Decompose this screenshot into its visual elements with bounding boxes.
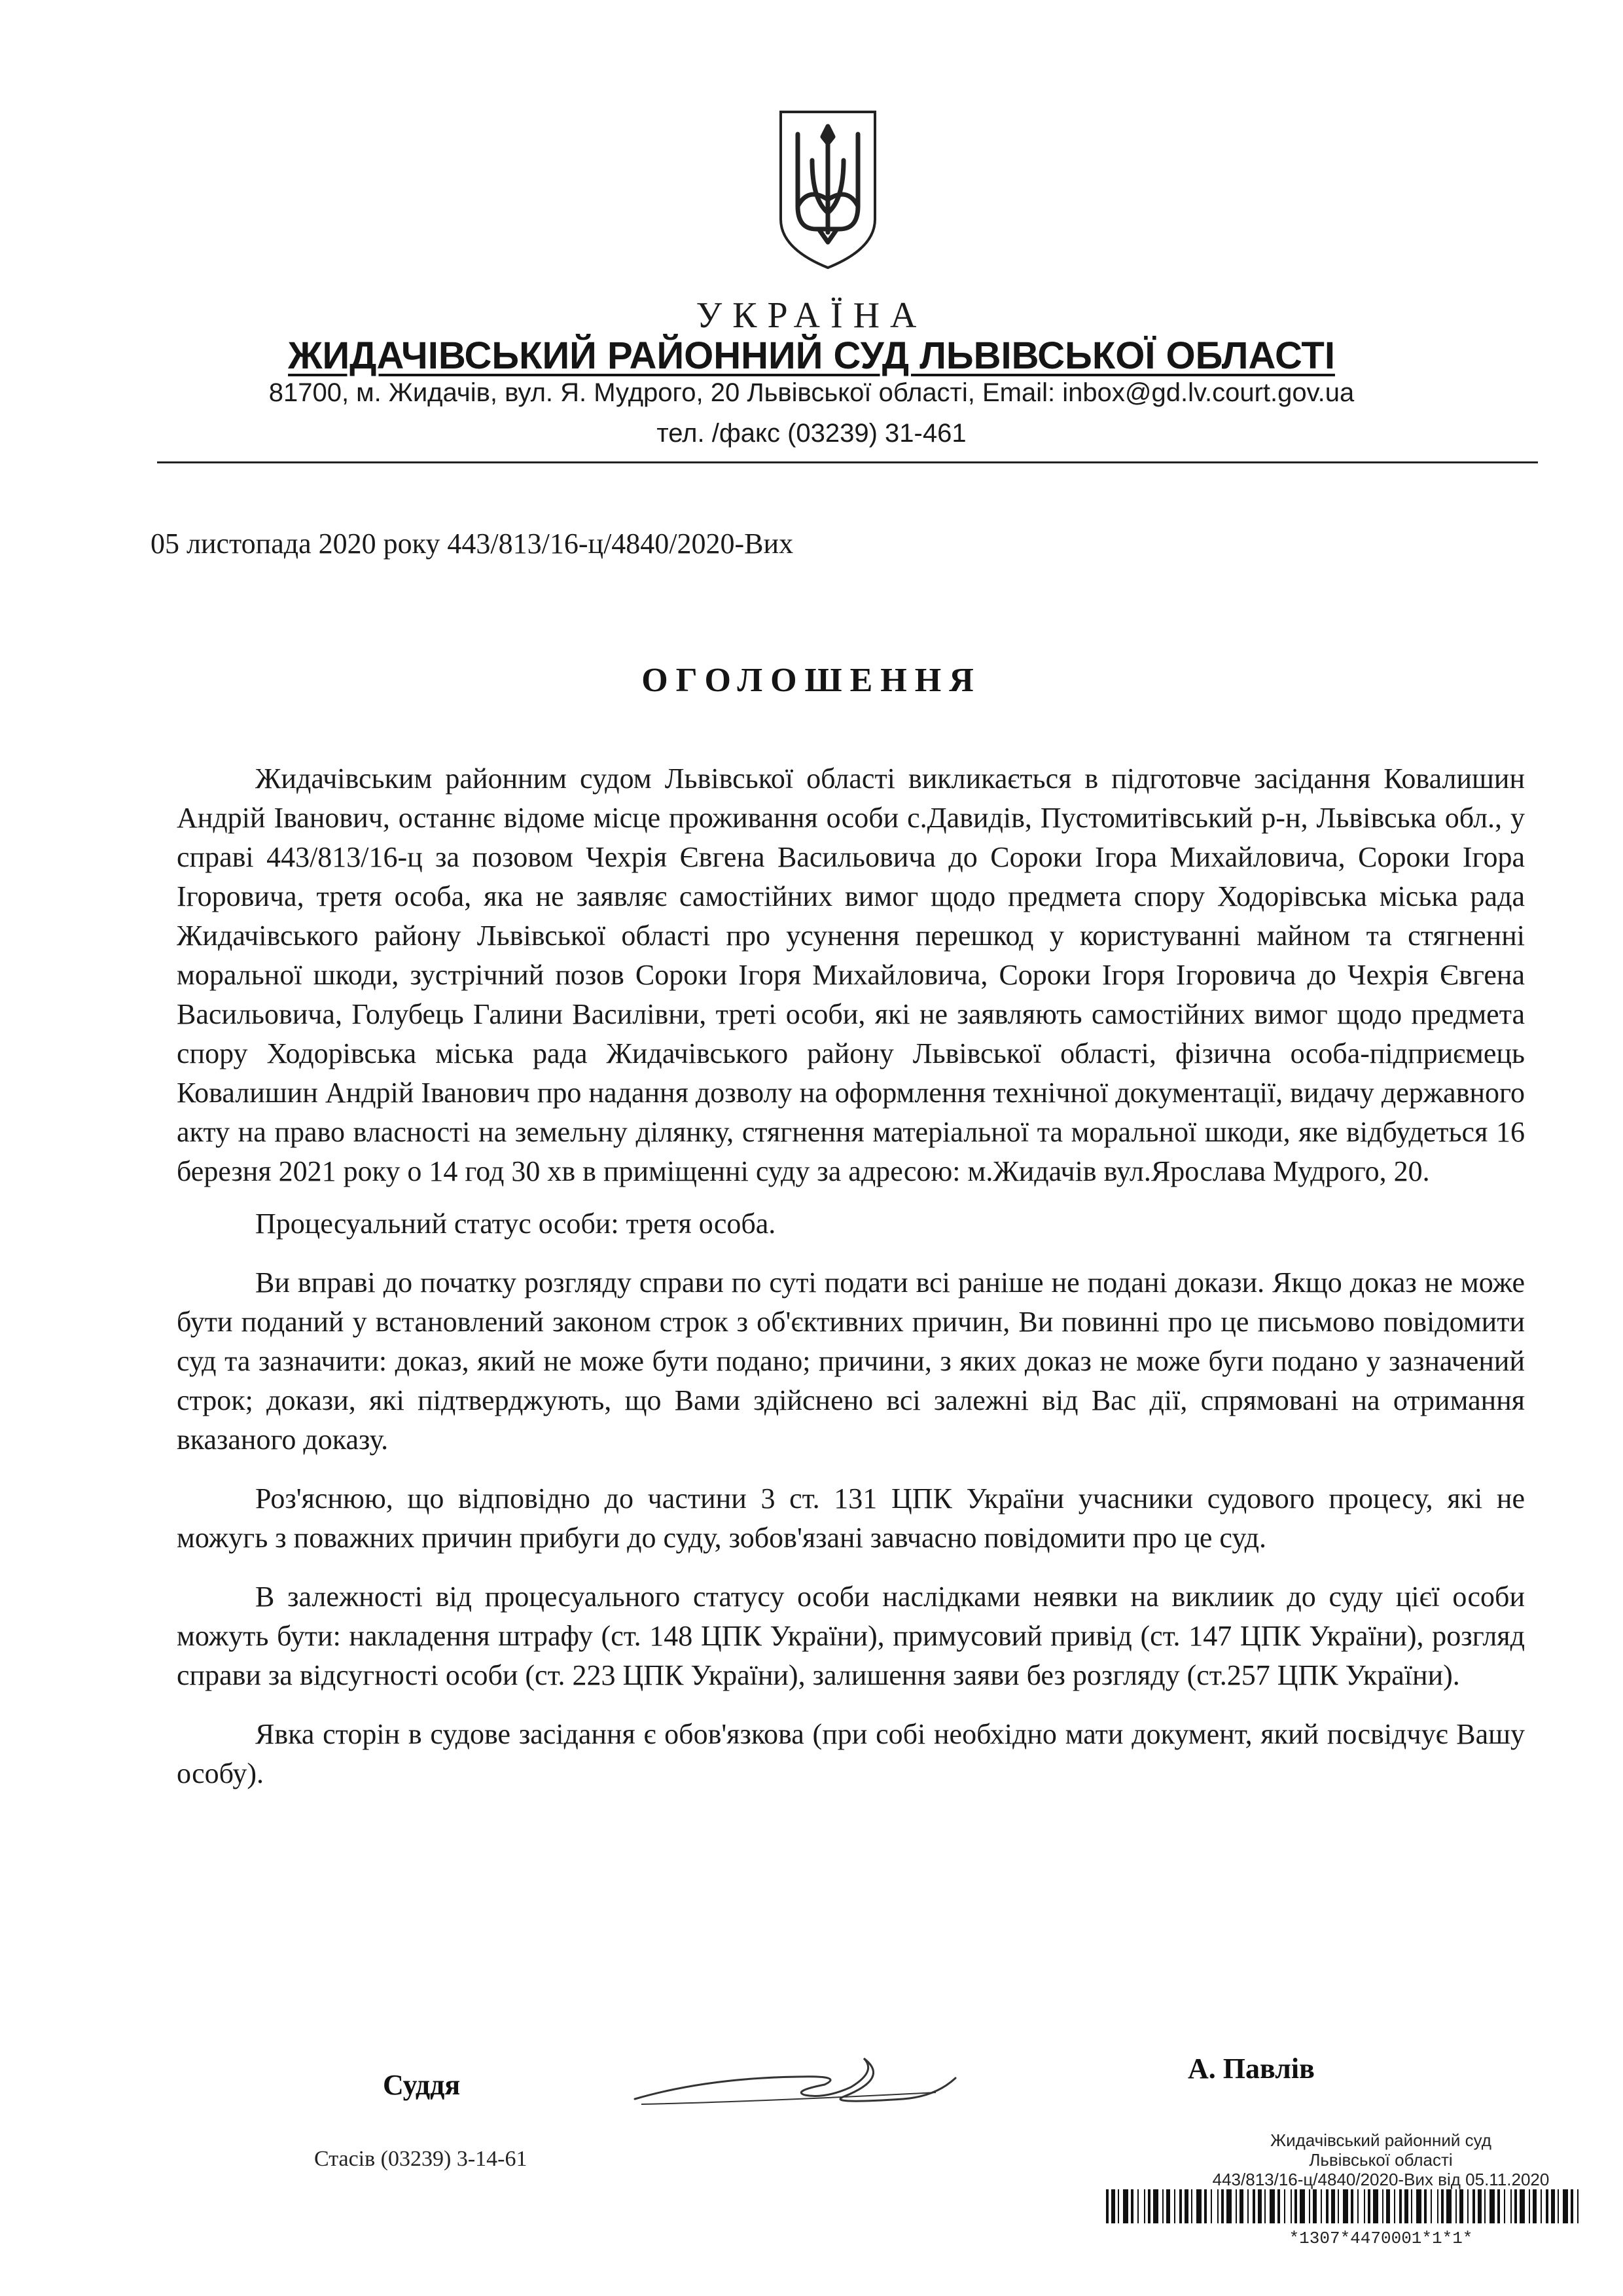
stamp-reference: 443/813/16-ц/4840/2020-Вих від 05.11.2020 xyxy=(1212,2170,1550,2189)
document-date-number: 05 листопада 2020 року 443/813/16-ц/4840/2020-Вих xyxy=(151,528,794,560)
paragraph-status: Процесуальний статус особи: третя особа. xyxy=(255,1208,776,1240)
stamp-court-name: Жидачівський районний суд xyxy=(1270,2130,1491,2150)
document-title: ОГОЛОШЕННЯ xyxy=(641,662,982,699)
trident-coat-of-arms-icon xyxy=(776,108,880,272)
court-address: 81700, м. Жидачів, вул. Я. Мудрого, 20 Львівської області, Email: inbox@gd.lv.court.gov.ua xyxy=(268,378,1355,407)
judge-name: А. Павлів xyxy=(1188,2053,1315,2085)
stamp-region: Львівської області xyxy=(1309,2150,1453,2170)
court-phone: тел. /факс (03239) 31-461 xyxy=(656,419,967,448)
barcode-number: *1307*4470001*1*1* xyxy=(1289,2229,1473,2248)
document-body xyxy=(177,759,1525,1793)
judge-role-label: Суддя xyxy=(383,2069,461,2101)
paragraph-attendance: Явка сторін в судове засідання є обов'язкова (при собі необхідно мати документ, який посвідчує Вашу особу). xyxy=(177,1718,1525,1789)
paragraph-consequences: В залежності від процесуального статусу особи наслідками неявки на виклиик до суду цієї особи можуть бути: накладення штрафу (ст. 148 ЦПК України), примусовий привід (ст. 147 ЦПК України), розгляд справи за відсугності особи (ст. 223 ЦПК України), залишення заяви без розгляду (ст.257 ЦПК України). xyxy=(177,1581,1525,1691)
barcode xyxy=(1106,2189,1584,2223)
paragraph-evidence: Ви вправі до початку розгляду справи по суті подати всі раніше не подані докази. Якщо доказ не може бути поданий у встановлений законом строк з об'єктивних причин, Ви повинні про це письмово повідомити суд та зазначити: доказ, який не може бути подано; причини, з яких доказ не може буги подано у зазначений строк; докази, які підтверджують, що Вами здійснено всі залежні від Вас дії, спрямовані на отримання вказаного доказу. xyxy=(177,1266,1525,1456)
header-divider xyxy=(157,461,1538,463)
handwritten-signature xyxy=(628,2039,969,2111)
contact-line: Стасів (03239) 3-14-61 xyxy=(314,2147,527,2171)
country-name: УКРАЇНА xyxy=(696,295,927,336)
court-name: ЖИДАЧІВСЬКИЙ РАЙОННИЙ СУД ЛЬВІВСЬКОЇ ОБЛАСТІ xyxy=(288,334,1335,377)
paragraph-summons: Жидачівським районним судом Львівської області викликається в підготовче засідання Ковалишин Андрій Іванович, останнє відоме місце проживання особи с.Давидів, Пустомитівський р-н, Львівська обл., у справі 443/813/16-ц за позовом Чехрія Євгена Васильовича до Сороки Ігора Михайловича, Сороки Ігора Ігоровича, третя особа, яка не заявляє самостійних вимог щодо предмета спору Ходорівська міська рада Жидачівського району Львівської області про усунення перешкод у користуванні майном та стягненні моральної шкоди, зустрічний позов Сороки Ігоря Михайловича, Сороки Ігоря Ігоровича до Чехрія Євгена Васильовича, Голубець Галини Василівни, треті особи, які не заявляють самостійних вимог щодо предмета спору Ходорівська міська рада Жидачівського району Львівської області, фізична особа-підприємець Ковалишин Андрій Іванович про надання дозволу на оформлення технічної документації, видачу державного акту на право власності на земельну ділянку, стягнення матеріальної та моральної шкоди, яке відбудеться 16 березня 2021 року о 14 год 30 хв в приміщенні суду за адресою: м.Жидачів вул.Ярослава Мудрого, 20. xyxy=(177,762,1525,1187)
paragraph-notice: Роз'яснюю, що відповідно до частини 3 ст. 131 ЦПК України учасники судового процесу, які не можугь з поважних причин прибуги до суду, зобов'язані завчасно повідомити про це суд. xyxy=(177,1482,1525,1554)
